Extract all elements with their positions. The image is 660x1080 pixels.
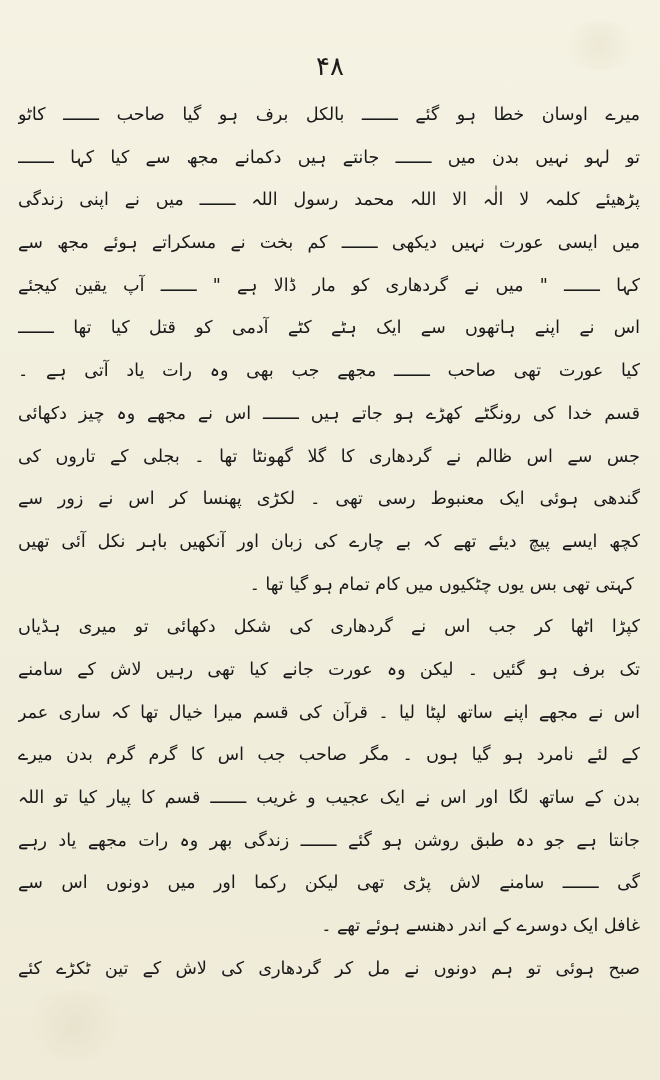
text-line: جس سے اس ظالم نے گردھاری کا گلا گھونٹا تھا ۔ بجلی کے تاروں کی bbox=[18, 446, 640, 467]
text-line: گندھی ہوئی ایک معنبوط رسی تھی ۔ لکڑی پھنسا کر اس نے زور سے bbox=[18, 489, 640, 510]
text-line: کے لئے نامرد ہو گیا ہوں ۔ مگر صاحب جب اس کا گرم گرم بدن میرے bbox=[18, 745, 640, 766]
text-line: کیا عورت تھی صاحب ـــــــ مجھے جب بھی وہ رات یاد آتی ہے ۔ bbox=[18, 361, 640, 382]
page-body-text bbox=[18, 94, 640, 990]
text-line: کہا ـــــــ " میں نے گردھاری کو مار ڈالا ہے " ـــــــ آپ یقین کیجئے bbox=[18, 275, 640, 296]
paper-stain bbox=[20, 990, 130, 1060]
text-line: غافل ایک دوسرے کے اندر دھنسے ہوئے تھے ۔ bbox=[321, 916, 640, 937]
text-line: میں ایسی عورت نہیں دیکھی ـــــــ کم بخت نے مسکراتے ہوئے مجھ سے bbox=[18, 233, 640, 254]
text-line: صبح ہوئی تو ہم دونوں نے مل کر گردھاری کی لاش کے تین ٹکڑے کئے bbox=[18, 958, 640, 979]
text-line: کپڑا اٹھا کر جب اس نے گردھاری کی شکل دکھائی تو میری ہڈیاں bbox=[18, 617, 640, 638]
text-line: اس نے اپنے ہاتھوں سے ایک ہٹے کٹے آدمی کو قتل کیا تھا ـــــــ bbox=[18, 318, 640, 339]
text-line: جانتا ہے جو دہ طبق روشن ہو گئے ـــــــ زندگی بھر وہ رات مجھے یاد رہے bbox=[18, 830, 640, 851]
text-line: قسم خدا کی رونگٹے کھڑے ہو جاتے ہیں ـــــــ اس نے مجھے وہ چیز دکھائی bbox=[18, 403, 640, 424]
text-line: پڑھیئے کلمہ لا الٰہ الا اللہ محمد رسول اللہ ـــــــ میں نے اپنی زندگی bbox=[18, 190, 640, 211]
text-line: اس نے مجھے اپنے ساتھ لپٹا لیا ۔ قرآن کی قسم میرا خیال تھا کہ ساری عمر bbox=[18, 702, 640, 723]
text-line: کہتی تھی بس یوں چٹکیوں میں کام تمام ہو گیا تھا ۔ bbox=[249, 574, 634, 595]
text-line: میرے اوسان خطا ہو گئے ـــــــ بالکل برف ہو گیا صاحب ـــــــ کاٹو bbox=[18, 105, 640, 125]
text-line: تک برف ہو گئیں ۔ لیکن وہ عورت جانے کیا تھی رہیں لاش کے سامنے bbox=[18, 659, 640, 680]
text-line: بدن کے ساتھ لگا اور اس نے ایک عجیب و غریب ـــــــ قسم کا پیار کیا تو اللہ bbox=[18, 788, 640, 808]
text-line: تو لہو نہیں بدن میں ـــــــ جانتے ہیں دکمانے مجھ سے کیا کہا ـــــــ bbox=[18, 147, 640, 168]
text-line: گی ـــــــ سامنے لاش پڑی تھی لیکن رکما اور میں دونوں اس سے bbox=[18, 873, 640, 894]
text-line: کچھ ایسے پیچ دیئے تھے کہ بے چارے کی زبان اور آنکھیں باہر نکل آئی تھیں bbox=[18, 531, 640, 552]
page-number: ۴۸ bbox=[316, 52, 344, 82]
